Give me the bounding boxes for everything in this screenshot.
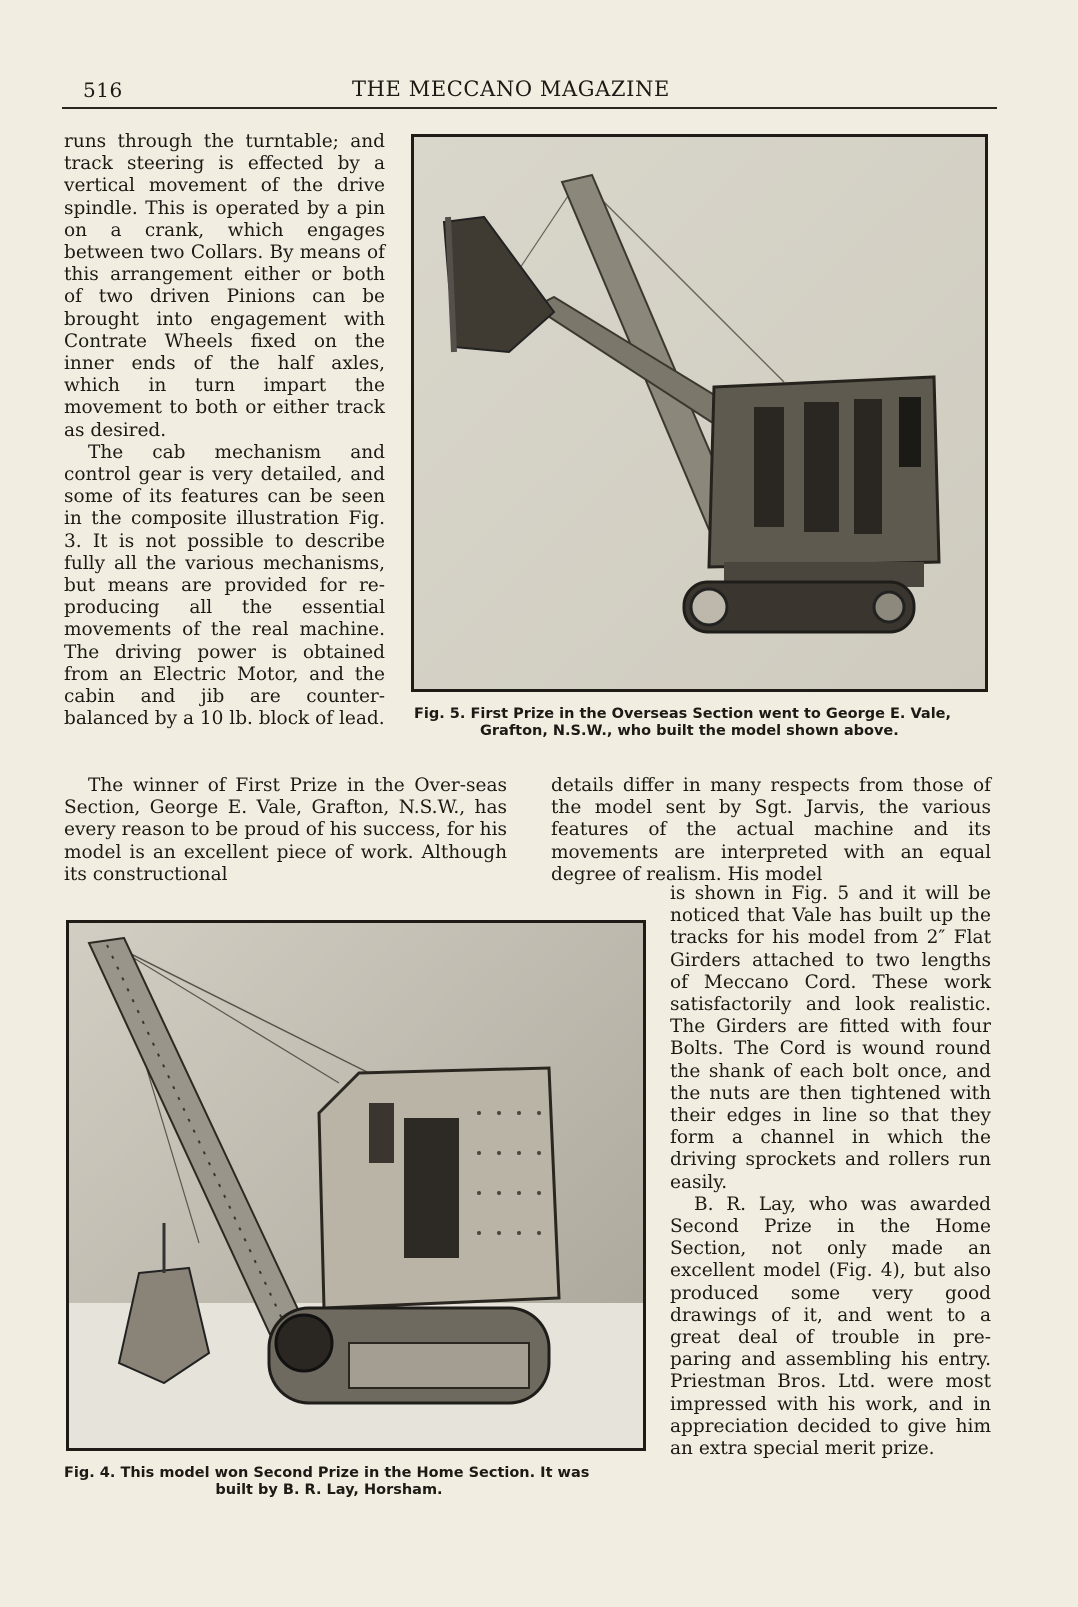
fig4-caption — [64, 1465, 654, 1499]
paragraph-details-differ: details differ in many respects from those of the model sent by Sgt. Jarvis, the various features of the actual machine and its movements are interpreted with an equal degree of realism. His model — [551, 775, 991, 885]
fig5-photo — [411, 134, 988, 692]
fig4-photo — [66, 920, 646, 1451]
fig5-caption-line2: Grafton, N.S.W., who built the model shown above. — [480, 723, 899, 739]
fig4-caption-line1: Fig. 4. This model won Second Prize in the Home Section. It was — [64, 1465, 590, 1481]
header-rule — [62, 107, 997, 109]
fig5-caption — [414, 706, 994, 740]
page-number: 516 — [83, 78, 123, 102]
text-column-3 — [551, 775, 991, 886]
text-column-1 — [64, 131, 385, 730]
crane-fig4-illustration — [69, 923, 643, 1448]
paragraph-first-prize: The winner of First Prize in the Over-seas Section, George E. Vale, Grafton, N.S.W., has every reason to be proud of his success, for his model is an excellent piece of work. Although its constructional — [64, 775, 507, 885]
paragraph-second-prize: B. R. Lay, who was awarded Second Prize in the Home Section, not only made an excellent model (Fig. 4), but also produced some very good drawings of it, and went to a great deal of trouble in pre-paring and assembling his entry. Priestman Bros. Ltd. were most impressed with his work, and in appreciation decided to give him an extra special merit prize. — [670, 1193, 991, 1460]
text-column-4 — [670, 883, 991, 1460]
paragraph-tracks: is shown in Fig. 5 and it will be noticed that Vale has built up the tracks for his model from 2″ Flat Girders attached to two lengths of Meccano Cord. These work satisfactorily and look realistic. The Girders are fitted with four Bolts. The Cord is wound round the shank of each bolt once, and the nuts are then tightened with their edges in line so that they form a channel in which the driving sprockets and rollers run easily. — [670, 883, 991, 1193]
fig5-caption-line1: Fig. 5. First Prize in the Overseas Section went to George E. Vale, — [414, 706, 952, 722]
text-column-2 — [64, 775, 507, 886]
paragraph-turntable: runs through the turntable; and track steering is effected by a vertical movement of the drive spindle. This is operated by a pin on a crank, which engages between two Collars. By means of this arrangement either or both of two driven Pinions can be brought into engagement with Contrate Wheels fixed on the inner ends of the half axles, which in turn impart the movement to both or either track as desired. — [64, 131, 385, 441]
excavator-fig5-illustration — [414, 137, 985, 689]
fig4-caption-line2: built by B. R. Lay, Horsham. — [215, 1482, 443, 1498]
magazine-title: THE MECCANO MAGAZINE — [352, 77, 670, 101]
paragraph-cab-mechanism: The cab mechanism and control gear is very detailed, and some of its features can be seen in the composite illustration Fig. 3. It is not possible to describe fully all the various mechanisms, but means are provided for re-producing all the essential movements of the real machine. The driving power is obtained from an Electric Motor, and the cabin and jib are counter-balanced by a 10 lb. block of lead. — [64, 441, 385, 730]
